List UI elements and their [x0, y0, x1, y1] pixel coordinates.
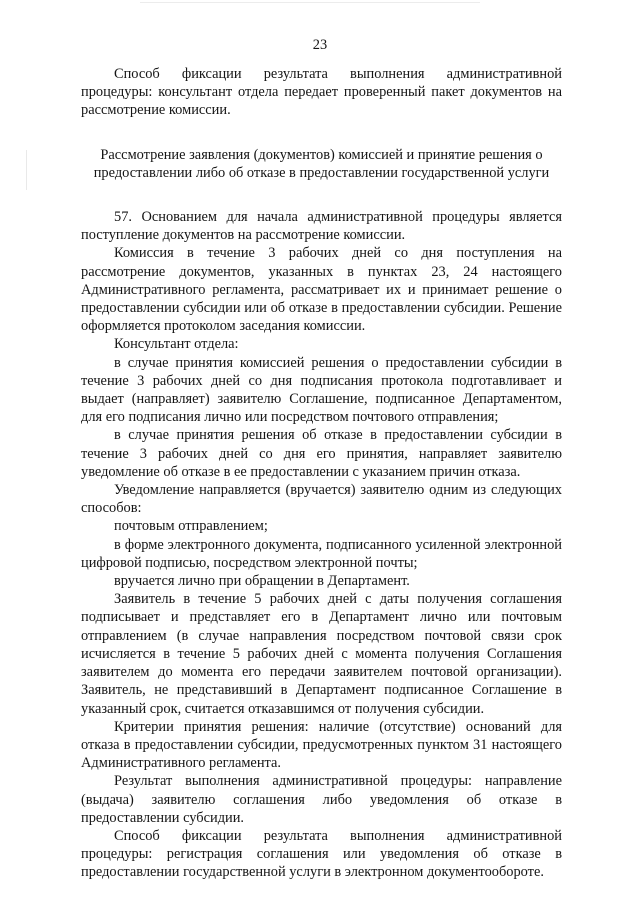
paragraph-case-refusal: в случае принятия решения об отказе в предоставлении субсидии в течение 3 рабочих дней со дня его принятия, направляет заявителю уведомление об отказе в ее предоставлении с указанием причин отказа.: [81, 427, 562, 480]
list-item-electronic: в форме электронного документа, подписанного усиленной электронной цифровой подписью, посредством электронной почты;: [81, 536, 562, 571]
section-heading: [81, 146, 562, 182]
document-body: [81, 65, 562, 882]
paragraph-result: Результат выполнения административной процедуры: направление (выдача) заявителю соглашения либо уведомления об отказе в предоставлении субсидии.: [81, 773, 562, 826]
paragraph-intro: Способ фиксации результата выполнения административной процедуры: консультант отдела передает проверенный пакет документов на рассмотрение комиссии.: [81, 66, 562, 119]
list-item-in-person: вручается лично при обращении в Департамент.: [114, 573, 410, 590]
scan-artifact-left: [26, 150, 27, 190]
scan-artifact-top: [140, 2, 480, 3]
paragraph-commission: Комиссия в течение 3 рабочих дней со дня поступления на рассмотрение документов, указанных в пунктах 23, 24 настоящего Административного регламента, рассматривает их и принимает решение о предоставлении субсидии или об отказе в предоставлении субсидии. Решение оформляется протоколом заседания комиссии.: [81, 245, 562, 335]
paragraph-case-grant: в случае принятия комиссией решения о предоставлении субсидии в течение 3 рабочих дней со дня подписания протокола подготавливает и выдает (направляет) заявителю Соглашение, подписанное Департаментом, для его подписания лично или посредством почтового отправления;: [81, 354, 562, 426]
section-heading-line-1: Рассмотрение заявления (документов) комиссией и принятие решения о: [100, 146, 543, 163]
paragraph-57: 57. Основанием для начала административной процедуры является поступление документов на рассмотрение комиссии.: [81, 209, 562, 244]
page-number: 23: [312, 37, 328, 53]
section-heading-line-2: предоставлении либо об отказе в предоставлении государственной услуги: [93, 164, 550, 181]
paragraph-consultant: Консультант отдела:: [114, 336, 239, 353]
paragraph-applicant: Заявитель в течение 5 рабочих дней с даты получения соглашения подписывает и представляет его в Департамент лично или почтовым отправлением (в случае направления посредством почтовой связи срок исчисляется в течение 5 рабочих дней с момента получения Соглашения заявителем до момента его передачи заявителем почтовой организации). Заявитель, не представивший в Департамент подписанное Соглашение в указанный срок, считается отказавшимся от получения субсидии.: [81, 591, 562, 717]
paragraph-fixation: Способ фиксации результата выполнения административной процедуры: регистрация соглашения или уведомления об отказе в предоставлении государственной услуги в электронном документообороте.: [81, 827, 562, 881]
list-item-mail: почтовым отправлением;: [114, 518, 268, 535]
paragraph-criteria: Критерии принятия решения: наличие (отсутствие) оснований для отказа в предоставлении субсидии, предусмотренных пунктом 31 настоящего Административного регламента.: [81, 718, 562, 772]
paragraph-notice: Уведомление направляется (вручается) заявителю одним из следующих способов:: [81, 482, 562, 517]
